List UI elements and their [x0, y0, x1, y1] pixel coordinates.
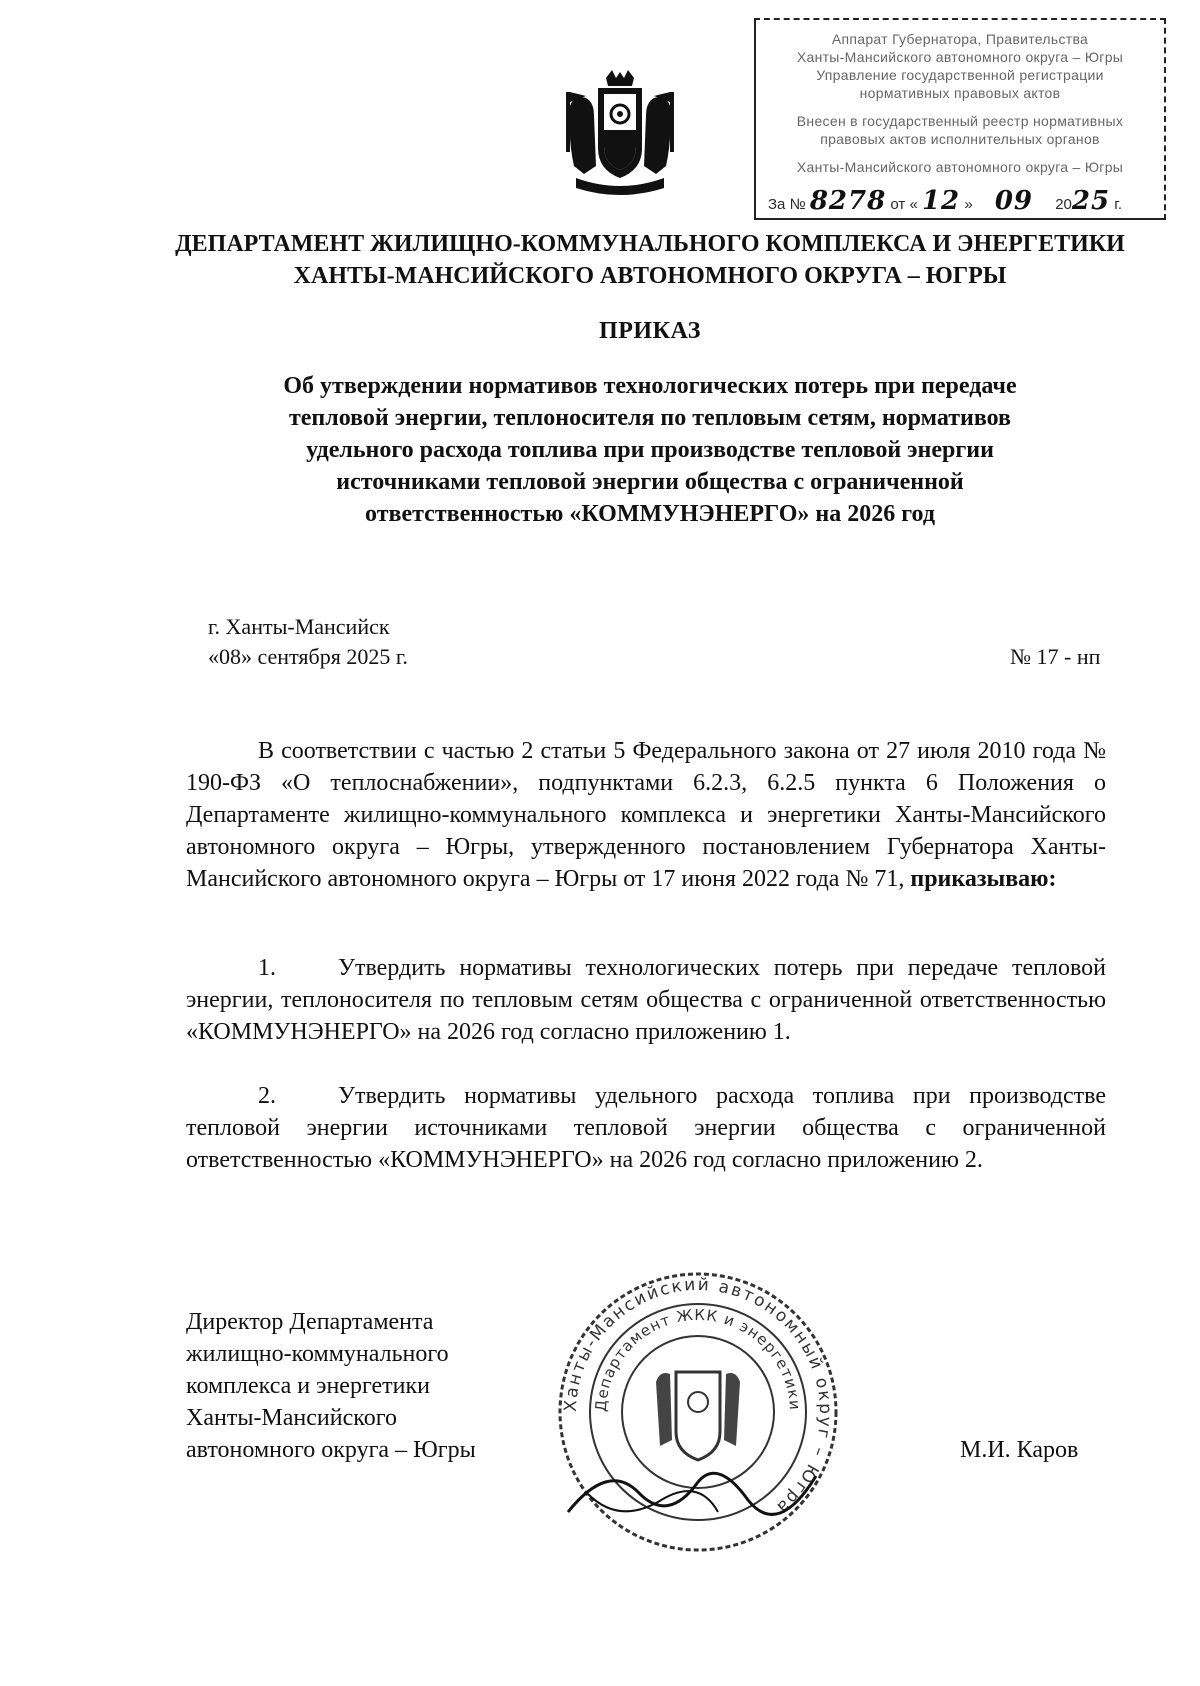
reg-stamp-line-7: Ханты-Мансийского автономного округа – Югры	[796, 159, 1124, 175]
signer-name: М.И. Каров	[960, 1437, 1079, 1463]
preamble-text: В соответствии с частью 2 статьи 5 Федерального закона от 27 июля 2010 года № 190-ФЗ «О теплоснабжении», подпунктами 6.2.3, 6.2.5 пункта 6 Положения о Департаменте жилищно-коммунального комплекса и энергетики Ханты-Мансийского автономного округа – Югры, утвержденного постановлением Губернатора Ханты-Мансийского автономного округа – Югры от 17 июня 2022 года № 71,	[186, 738, 1106, 892]
subject-line-3: удельного расхода топлива при производстве тепловой энергии	[306, 437, 994, 463]
item-text: Утвердить нормативы технологических потерь при передаче тепловой энергии, теплоносителя по тепловым сетям общества с ограниченной ответственностью «КОММУНЭНЕРГО» на 2026 год согласно приложению 1.	[186, 955, 1106, 1045]
order-date: «08» сентября 2025 г.	[208, 644, 408, 669]
official-seal	[548, 1262, 848, 1562]
coat-of-arms-emblem	[560, 70, 680, 200]
signer-title-line-5: автономного округа – Югры	[186, 1437, 476, 1463]
reg-suffix: г.	[1114, 196, 1123, 213]
signer-title-line-1: Директор Департамента	[186, 1309, 434, 1335]
registration-stamp	[754, 18, 1166, 220]
item-number: 2.	[258, 1083, 276, 1109]
document-type-title: ПРИКАЗ	[599, 318, 701, 344]
department-line-2: ХАНТЫ-МАНСИЙСКОГО АВТОНОМНОГО ОКРУГА – ЮГРЫ	[293, 263, 1007, 289]
subject-line-1: Об утверждении нормативов технологических потерь при передаче	[283, 373, 1017, 399]
order-subject	[150, 370, 1150, 530]
item-text: Утвердить нормативы удельного расхода топлива при производстве тепловой энергии источниками тепловой энергии общества с ограниченной ответственностью «КОММУНЭНЕРГО» на 2026 год согласно приложению 2.	[186, 1083, 1106, 1173]
reg-prefix: За №	[768, 196, 806, 213]
signer-title-line-2: жилищно-коммунального	[186, 1341, 449, 1367]
reg-stamp-line-6: правовых актов исполнительных органов	[820, 131, 1100, 147]
item-number: 1.	[258, 955, 276, 981]
reg-stamp-line-5: Внесен в государственный реестр нормативных	[796, 113, 1124, 129]
reg-stamp-line-1: Аппарат Губернатора, Правительства	[831, 31, 1089, 47]
city: г. Ханты-Мансийск	[208, 614, 390, 639]
order-item-2	[186, 1080, 1106, 1176]
order-item-1	[186, 952, 1106, 1048]
preamble-paragraph	[186, 735, 1106, 895]
order-number: № 17 - нп	[1010, 644, 1101, 669]
reg-year: 25	[1071, 186, 1111, 216]
subject-line-5: ответственностью «КОММУНЭНЕРГО» на 2026 год	[365, 501, 935, 527]
signer-title	[186, 1306, 476, 1466]
department-name	[150, 228, 1150, 292]
subject-line-4: источниками тепловой энергии общества с ограниченной	[336, 469, 964, 495]
signer-title-line-4: Ханты-Мансийского	[186, 1405, 397, 1431]
reg-month: 09	[994, 186, 1034, 216]
reg-from: от «	[890, 196, 918, 213]
reg-stamp-line-4: нормативных правовых актов	[859, 85, 1061, 101]
reg-year-prefix: 20	[1055, 196, 1072, 213]
reg-stamp-line-2: Ханты-Мансийского автономного округа – Югры	[796, 49, 1124, 65]
reg-number: 8278	[809, 186, 887, 216]
seal-inner-text: Департамент ЖКК и энергетики	[591, 1305, 805, 1413]
subject-line-2: тепловой энергии, теплоносителя по тепловым сетям, нормативов	[288, 405, 1011, 431]
order-word: приказываю:	[910, 866, 1057, 892]
signer-title-line-3: комплекса и энергетики	[186, 1373, 430, 1399]
seal-outer-text: Ханты-Мансийский автономный округ – Югра	[560, 1274, 836, 1519]
reg-day: 12	[921, 186, 961, 216]
reg-stamp-line-3: Управление государственной регистрации	[816, 67, 1104, 83]
department-line-1: ДЕПАРТАМЕНТ ЖИЛИЩНО-КОММУНАЛЬНОГО КОМПЛЕКСА И ЭНЕРГЕТИКИ	[175, 231, 1125, 257]
place-and-date	[208, 612, 408, 672]
reg-stamp-number-line	[768, 186, 1154, 216]
reg-mid: »	[964, 196, 973, 213]
